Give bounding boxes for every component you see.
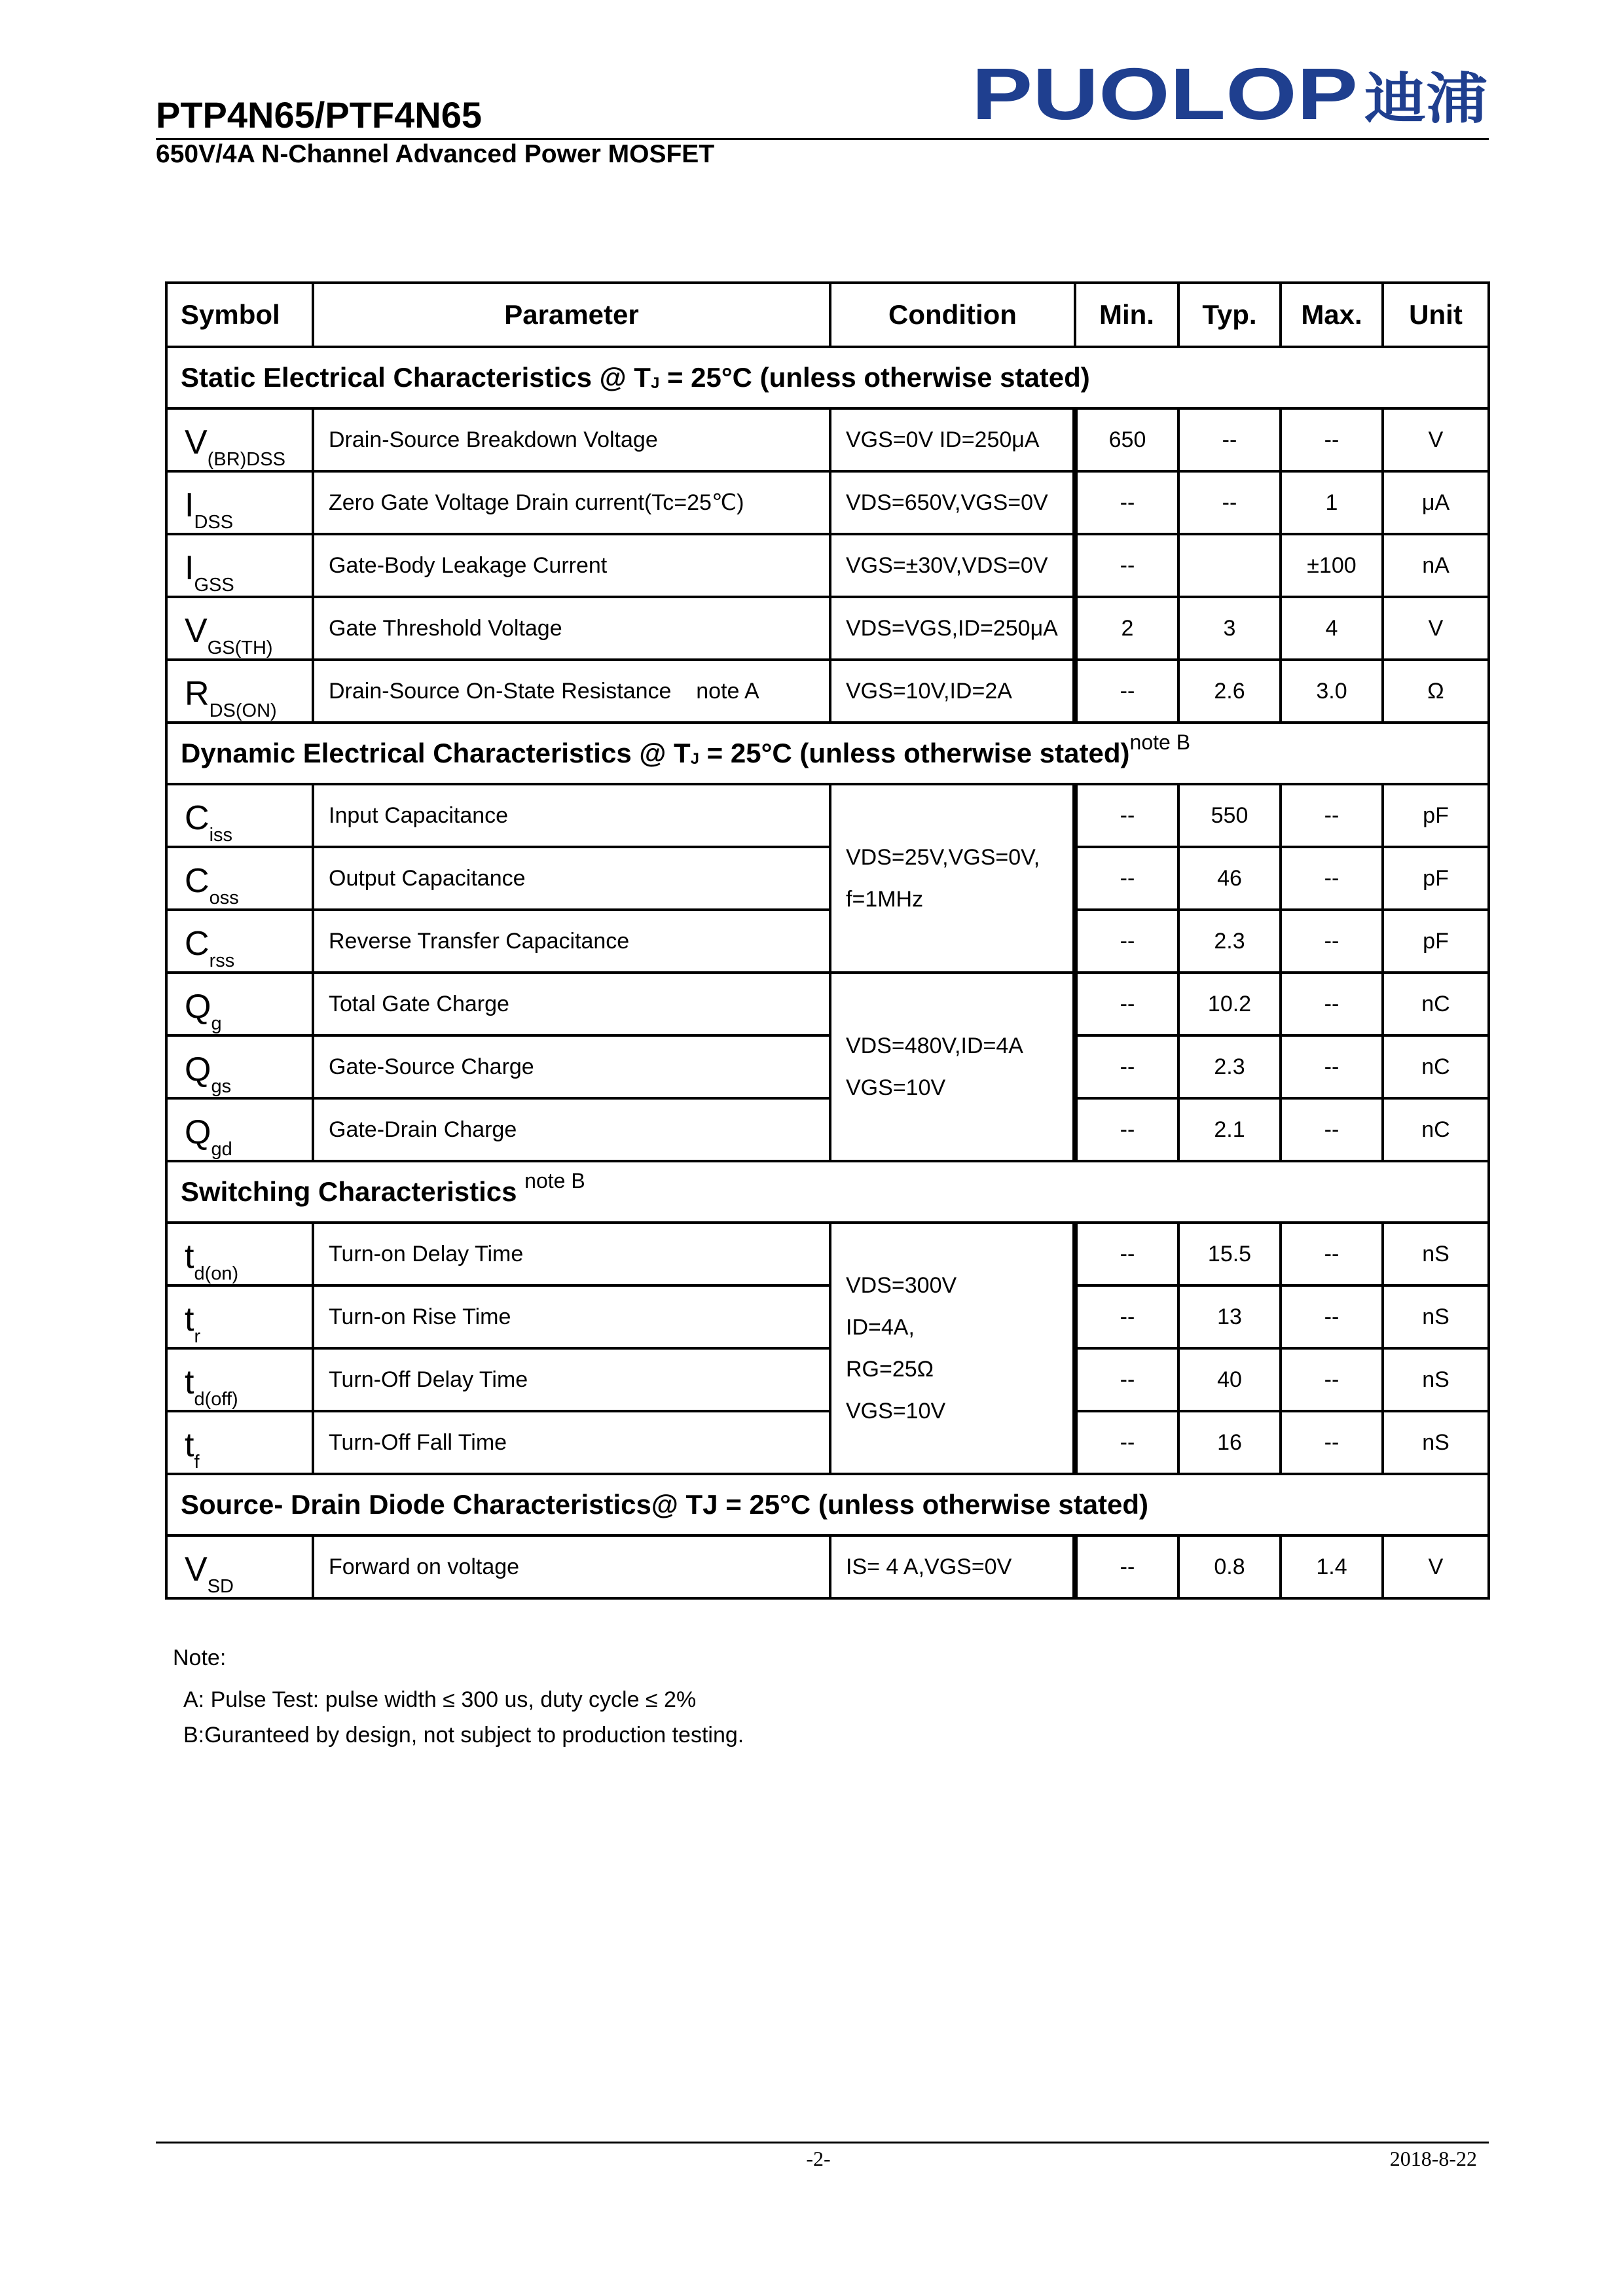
- condition-cell: VGS=±30V,VDS=0V: [830, 534, 1075, 597]
- symbol-subscript: DS(ON): [209, 700, 277, 721]
- symbol-cell: [166, 1223, 313, 1285]
- table-row: [166, 847, 1489, 910]
- table-row: [166, 1223, 1489, 1285]
- table-row: [166, 973, 1489, 1035]
- unit-cell: V: [1383, 408, 1489, 471]
- parameter-cell: Gate-Source Charge: [313, 1035, 830, 1098]
- col-min: Min.: [1075, 283, 1178, 347]
- notes-heading: Note:: [173, 1645, 227, 1670]
- symbol-cell: [166, 910, 313, 973]
- typ-cell: 13: [1178, 1285, 1281, 1348]
- symbol-letter: C: [185, 925, 210, 963]
- unit-cell: μA: [1383, 471, 1489, 534]
- typ-cell: 2.3: [1178, 910, 1281, 973]
- typ-cell: 550: [1178, 784, 1281, 847]
- col-condition: Condition: [830, 283, 1075, 347]
- parameter-cell: Gate Threshold Voltage: [313, 597, 830, 660]
- table-header-row: [166, 283, 1489, 347]
- symbol-letter: t: [185, 1426, 194, 1464]
- symbol-letter: t: [185, 1238, 194, 1276]
- condition-line: VDS=25V,VGS=0V,: [846, 845, 1040, 870]
- min-cell: --: [1075, 1535, 1178, 1598]
- typ-cell: 10.2: [1178, 973, 1281, 1035]
- typ-cell: --: [1178, 408, 1281, 471]
- parameter-cell: Turn-on Rise Time: [313, 1285, 830, 1348]
- symbol-subscript: gd: [211, 1139, 232, 1160]
- condition-line: RG=25Ω: [846, 1357, 934, 1382]
- col-parameter: Parameter: [313, 283, 830, 347]
- condition-line: f=1MHz: [846, 887, 924, 912]
- min-cell: --: [1075, 660, 1178, 723]
- symbol-letter: t: [185, 1300, 194, 1338]
- parameter-cell: Output Capacitance: [313, 847, 830, 910]
- symbol-letter: Q: [185, 988, 211, 1026]
- col-symbol: Symbol: [166, 283, 313, 347]
- unit-cell: nS: [1383, 1411, 1489, 1474]
- section-switching-title: Switching Characteristics: [181, 1176, 525, 1207]
- unit-cell: V: [1383, 597, 1489, 660]
- col-max: Max.: [1281, 283, 1383, 347]
- symbol-letter: C: [185, 799, 210, 837]
- symbol-subscript: iss: [209, 825, 233, 846]
- symbol-subscript: (BR)DSS: [207, 449, 285, 470]
- section-dynamic-title-pre: Dynamic Electrical Characteristics @ T: [181, 738, 691, 768]
- logo-latin: PUOLOP: [972, 63, 1358, 128]
- note-a: A: Pulse Test: pulse width ≤ 300 us, duty cycle ≤ 2%: [183, 1687, 697, 1712]
- min-cell: --: [1075, 1411, 1178, 1474]
- symbol-cell: [166, 784, 313, 847]
- symbol-letter: V: [185, 612, 208, 650]
- col-unit: Unit: [1383, 283, 1489, 347]
- symbol-cell: [166, 973, 313, 1035]
- table-row: [166, 1411, 1489, 1474]
- document-date: 2018-8-22: [1389, 2147, 1477, 2170]
- part-subtitle: 650V/4A N-Channel Advanced Power MOSFET: [156, 140, 715, 168]
- max-cell: --: [1281, 784, 1383, 847]
- unit-cell: pF: [1383, 847, 1489, 910]
- symbol-cell: [166, 1535, 313, 1598]
- table-row: [166, 1035, 1489, 1098]
- symbol-cell: [166, 471, 313, 534]
- min-cell: --: [1075, 910, 1178, 973]
- min-cell: --: [1075, 534, 1178, 597]
- unit-cell: nS: [1383, 1348, 1489, 1411]
- symbol-subscript: gs: [211, 1076, 232, 1097]
- table-row: [166, 784, 1489, 847]
- symbol-cell: [166, 597, 313, 660]
- symbol-letter: Q: [185, 1113, 211, 1151]
- symbol-subscript: d(on): [194, 1263, 239, 1284]
- parameter-cell: Gate-Body Leakage Current: [313, 534, 830, 597]
- max-cell: 1.4: [1281, 1535, 1383, 1598]
- table-row: [166, 597, 1489, 660]
- parameter-cell: Turn-Off Delay Time: [313, 1348, 830, 1411]
- typ-cell: 16: [1178, 1411, 1281, 1474]
- parameter-cell: Drain-Source On-State Resistance note A: [313, 660, 830, 723]
- parameter-cell: Drain-Source Breakdown Voltage: [313, 408, 830, 471]
- section-dynamic-title-sub: J: [690, 750, 699, 768]
- table-row: [166, 1285, 1489, 1348]
- min-cell: 2: [1075, 597, 1178, 660]
- condition-cell: VDS=650V,VGS=0V: [830, 471, 1075, 534]
- typ-cell: [1178, 534, 1281, 597]
- unit-cell: nS: [1383, 1223, 1489, 1285]
- typ-cell: 40: [1178, 1348, 1281, 1411]
- min-cell: --: [1075, 847, 1178, 910]
- max-cell: 4: [1281, 597, 1383, 660]
- symbol-subscript: SD: [207, 1576, 234, 1597]
- col-typ: Typ.: [1178, 283, 1281, 347]
- max-cell: --: [1281, 973, 1383, 1035]
- table-row: [166, 1535, 1489, 1598]
- symbol-letter: C: [185, 862, 210, 900]
- symbol-letter: V: [185, 1551, 208, 1588]
- section-dynamic-note: note B: [1129, 730, 1191, 754]
- unit-cell: nC: [1383, 973, 1489, 1035]
- min-cell: --: [1075, 1285, 1178, 1348]
- min-cell: --: [1075, 471, 1178, 534]
- symbol-cell: [166, 1098, 313, 1161]
- table-row: [166, 534, 1489, 597]
- symbol-cell: [166, 1035, 313, 1098]
- symbol-subscript: r: [194, 1326, 201, 1347]
- max-cell: 1: [1281, 471, 1383, 534]
- condition-line: VDS=300V: [846, 1273, 957, 1298]
- symbol-letter: t: [185, 1363, 194, 1401]
- symbol-cell: [166, 1285, 313, 1348]
- parameter-cell: Total Gate Charge: [313, 973, 830, 1035]
- min-cell: --: [1075, 1223, 1178, 1285]
- symbol-cell: [166, 660, 313, 723]
- symbol-subscript: GSS: [194, 575, 234, 596]
- symbol-subscript: oss: [209, 888, 239, 908]
- table-row: [166, 1348, 1489, 1411]
- typ-cell: 15.5: [1178, 1223, 1281, 1285]
- section-switching-note: note B: [524, 1169, 585, 1193]
- parameter-cell: Reverse Transfer Capacitance: [313, 910, 830, 973]
- condition-line: VDS=480V,ID=4A: [846, 1033, 1023, 1058]
- parameter-cell: Zero Gate Voltage Drain current(Tc=25℃): [313, 471, 830, 534]
- unit-cell: nA: [1383, 534, 1489, 597]
- section-switching: [166, 1161, 1489, 1223]
- parameter-cell: Forward on voltage: [313, 1535, 830, 1598]
- max-cell: ±100: [1281, 534, 1383, 597]
- max-cell: --: [1281, 1098, 1383, 1161]
- condition-line: VGS=10V: [846, 1399, 946, 1424]
- typ-cell: 3: [1178, 597, 1281, 660]
- unit-cell: V: [1383, 1535, 1489, 1598]
- section-static: [166, 347, 1489, 408]
- unit-cell: Ω: [1383, 660, 1489, 723]
- min-cell: 650: [1075, 408, 1178, 471]
- unit-cell: pF: [1383, 784, 1489, 847]
- symbol-letter: V: [185, 423, 208, 461]
- max-cell: --: [1281, 1348, 1383, 1411]
- max-cell: --: [1281, 1035, 1383, 1098]
- electrical-characteristics-table: [165, 281, 1490, 1600]
- condition-cell: IS= 4 A,VGS=0V: [830, 1535, 1075, 1598]
- min-cell: --: [1075, 973, 1178, 1035]
- table-row: [166, 910, 1489, 973]
- condition-line: VGS=10V: [846, 1075, 946, 1100]
- typ-cell: 2.3: [1178, 1035, 1281, 1098]
- parameter-cell: Input Capacitance: [313, 784, 830, 847]
- typ-cell: 0.8: [1178, 1535, 1281, 1598]
- symbol-cell: [166, 1348, 313, 1411]
- table-row: [166, 408, 1489, 471]
- symbol-subscript: rss: [209, 950, 235, 971]
- section-dynamic-title-post: = 25°C (unless otherwise stated): [699, 738, 1130, 768]
- typ-cell: 2.6: [1178, 660, 1281, 723]
- unit-cell: nC: [1383, 1035, 1489, 1098]
- max-cell: --: [1281, 910, 1383, 973]
- footer-rule: [156, 2142, 1489, 2144]
- symbol-letter: R: [185, 675, 210, 713]
- symbol-subscript: f: [194, 1452, 200, 1473]
- symbol-cell: [166, 534, 313, 597]
- logo-chinese: 迪浦: [1364, 67, 1487, 128]
- part-number-title: PTP4N65/PTF4N65: [156, 94, 482, 135]
- symbol-cell: [166, 847, 313, 910]
- max-cell: --: [1281, 408, 1383, 471]
- unit-cell: pF: [1383, 910, 1489, 973]
- parameter-cell: Turn-Off Fall Time: [313, 1411, 830, 1474]
- min-cell: --: [1075, 1348, 1178, 1411]
- symbol-letter: Q: [185, 1050, 211, 1088]
- parameter-cell: Gate-Drain Charge: [313, 1098, 830, 1161]
- max-cell: --: [1281, 1285, 1383, 1348]
- max-cell: 3.0: [1281, 660, 1383, 723]
- min-cell: --: [1075, 784, 1178, 847]
- symbol-subscript: d(off): [194, 1389, 238, 1410]
- page-number: -2-: [806, 2147, 831, 2170]
- typ-cell: --: [1178, 471, 1281, 534]
- symbol-cell: [166, 408, 313, 471]
- section-static-title-pre: Static Electrical Characteristics @ T: [181, 362, 651, 393]
- min-cell: --: [1075, 1035, 1178, 1098]
- typ-cell: 2.1: [1178, 1098, 1281, 1161]
- max-cell: --: [1281, 1223, 1383, 1285]
- condition-group-charge: [830, 973, 1075, 1161]
- table-row: [166, 471, 1489, 534]
- condition-group-switching: [830, 1223, 1075, 1474]
- max-cell: --: [1281, 847, 1383, 910]
- symbol-cell: [166, 1411, 313, 1474]
- symbol-subscript: g: [211, 1013, 222, 1034]
- section-dynamic: [166, 723, 1489, 784]
- unit-cell: nC: [1383, 1098, 1489, 1161]
- condition-cell: VDS=VGS,ID=250μA: [830, 597, 1075, 660]
- table-row: [166, 660, 1489, 723]
- unit-cell: nS: [1383, 1285, 1489, 1348]
- table-row: [166, 1098, 1489, 1161]
- condition-line: ID=4A,: [846, 1315, 915, 1340]
- section-static-title-post: = 25°C (unless otherwise stated): [659, 362, 1090, 393]
- symbol-subscript: GS(TH): [207, 637, 273, 658]
- typ-cell: 46: [1178, 847, 1281, 910]
- symbol-letter: I: [185, 486, 194, 524]
- symbol-subscript: DSS: [194, 512, 234, 533]
- parameter-cell: Turn-on Delay Time: [313, 1223, 830, 1285]
- puolop-logo: [972, 63, 1489, 128]
- section-diode: Source- Drain Diode Characteristics@ TJ = 25°C (unless otherwise stated): [166, 1474, 1489, 1535]
- condition-cell: VGS=10V,ID=2A: [830, 660, 1075, 723]
- min-cell: --: [1075, 1098, 1178, 1161]
- condition-group-capacitance: [830, 784, 1075, 973]
- max-cell: --: [1281, 1411, 1383, 1474]
- section-static-title-sub: J: [650, 374, 660, 392]
- note-b: B:Guranteed by design, not subject to production testing.: [183, 1723, 744, 1748]
- symbol-letter: I: [185, 549, 194, 587]
- condition-cell: VGS=0V ID=250μA: [830, 408, 1075, 471]
